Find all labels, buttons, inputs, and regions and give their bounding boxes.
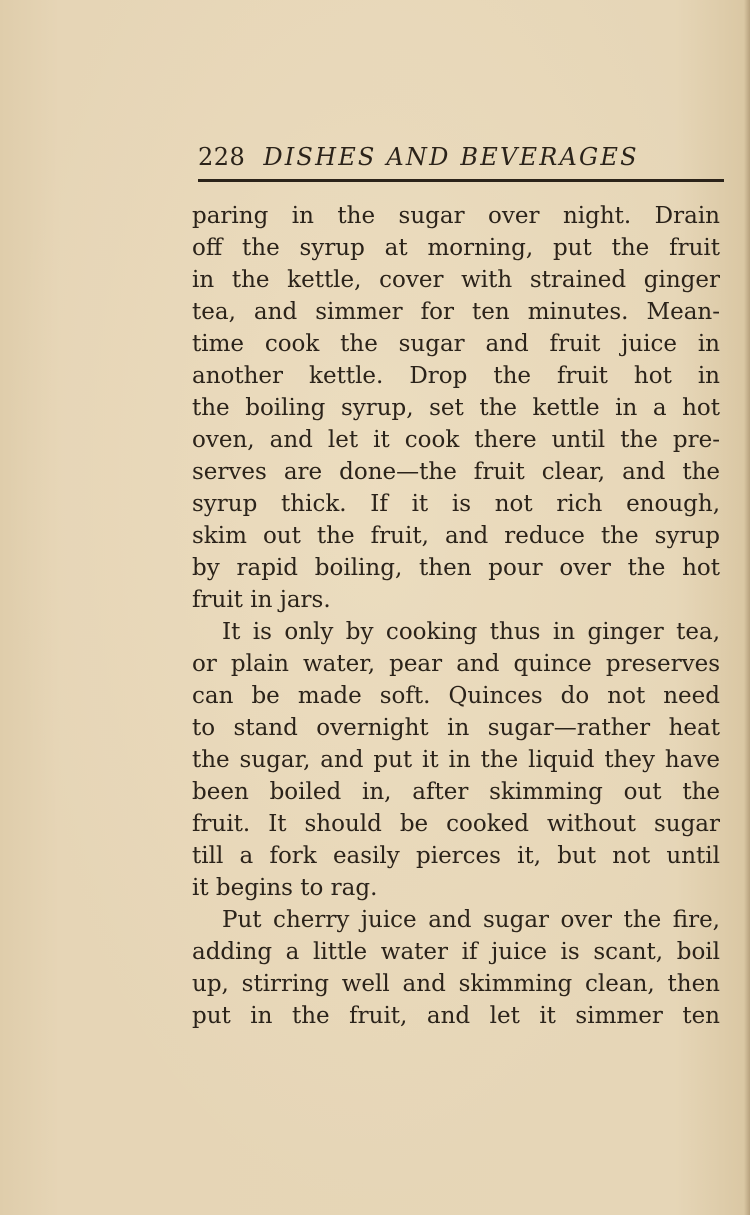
text-line: It is only by cooking thus in ginger tea,	[222, 619, 720, 645]
page-header	[198, 139, 726, 175]
text-line: been boiled in, after skimming out the	[192, 779, 720, 805]
running-head: DISHES AND BEVERAGES	[263, 143, 639, 171]
text-line: fruit. It should be cooked without sugar	[192, 811, 720, 837]
text-line: paring in the sugar over night. Drain	[192, 203, 720, 229]
text-line: adding a little water if juice is scant, boil	[192, 939, 720, 965]
text-line: oven, and let it cook there until the pre-	[192, 427, 720, 453]
text-line: skim out the fruit, and reduce the syrup	[192, 523, 720, 549]
body-text	[192, 200, 720, 1032]
text-line: the boiling syrup, set the kettle in a hot	[192, 395, 720, 421]
page-edge-shadow	[744, 0, 750, 1215]
text-line: serves are done—the fruit clear, and the	[192, 459, 720, 485]
page-number: 228	[198, 143, 246, 171]
text-line: Put cherry juice and sugar over the fire,	[222, 907, 720, 933]
text-line: can be made soft. Quinces do not need	[192, 683, 720, 709]
text-line: another kettle. Drop the fruit hot in	[192, 363, 720, 389]
text-line: put in the fruit, and let it simmer ten	[192, 1003, 720, 1029]
text-line: it begins to rag.	[192, 875, 378, 901]
text-line: tea, and simmer for ten minutes. Mean-	[192, 299, 720, 325]
header-rule	[198, 179, 724, 182]
text-line: time cook the sugar and fruit juice in	[192, 331, 720, 357]
text-line: till a fork easily pierces it, but not until	[192, 843, 720, 869]
text-line: up, stirring well and skimming clean, then	[192, 971, 720, 997]
text-line: fruit in jars.	[192, 587, 331, 613]
text-line: to stand overnight in sugar—rather heat	[192, 715, 720, 741]
text-line: the sugar, and put it in the liquid they have	[192, 747, 720, 773]
text-line: or plain water, pear and quince preserves	[192, 651, 720, 677]
text-line: off the syrup at morning, put the fruit	[192, 235, 720, 261]
text-line: in the kettle, cover with strained ginger	[192, 267, 720, 293]
text-line: by rapid boiling, then pour over the hot	[192, 555, 720, 581]
text-line: syrup thick. If it is not rich enough,	[192, 491, 720, 517]
